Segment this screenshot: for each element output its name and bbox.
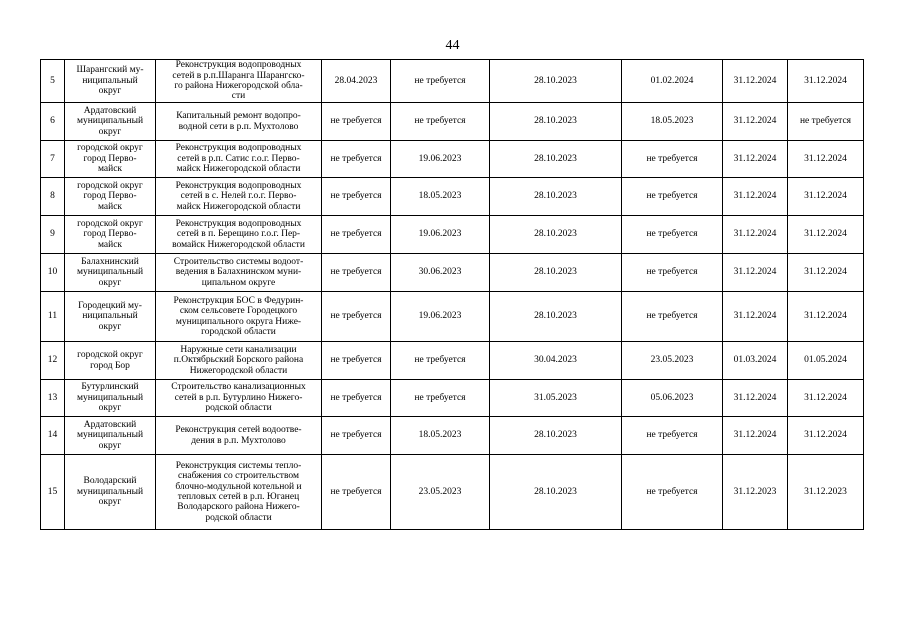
date-cell-3: 31.05.2023 [490,380,622,417]
table-row [41,60,864,103]
municipality-cell: городской округ город Перво- майск [65,178,156,216]
table-row [41,216,864,254]
date-cell-1: не требуется [322,455,391,530]
date-cell-4: не требуется [622,417,723,455]
date-cell-3: 28.10.2023 [490,292,622,342]
date-cell-6: 31.12.2024 [788,141,864,178]
date-cell-6: 31.12.2024 [788,178,864,216]
date-cell-3: 28.10.2023 [490,141,622,178]
date-cell-5: 31.12.2024 [723,141,788,178]
date-cell-6: 31.12.2024 [788,254,864,292]
date-cell-6: 01.05.2024 [788,342,864,380]
table-row [41,141,864,178]
row-number-cell: 14 [41,417,65,455]
date-cell-2: 23.05.2023 [391,455,490,530]
date-cell-5: 31.12.2024 [723,103,788,141]
object-name-cell: Реконструкция сетей водоотве- дения в р.п. Мухтолово [156,417,322,455]
date-cell-1: 28.04.2023 [322,60,391,103]
date-cell-2: 19.06.2023 [391,216,490,254]
date-cell-6: 31.12.2024 [788,417,864,455]
date-cell-2: не требуется [391,103,490,141]
date-cell-1: не требуется [322,141,391,178]
date-cell-5: 31.12.2024 [723,254,788,292]
municipality-cell: городской округ город Бор [65,342,156,380]
table-row [41,342,864,380]
date-cell-5: 31.12.2024 [723,380,788,417]
date-cell-5: 31.12.2024 [723,178,788,216]
municipality-cell: Ардатовский муниципальный округ [65,103,156,141]
municipality-cell: Городецкий му- ниципальный округ [65,292,156,342]
date-cell-3: 28.10.2023 [490,455,622,530]
date-cell-1: не требуется [322,342,391,380]
date-cell-4: 01.02.2024 [622,60,723,103]
date-cell-3: 30.04.2023 [490,342,622,380]
date-cell-2: 18.05.2023 [391,178,490,216]
table-row [41,380,864,417]
date-cell-1: не требуется [322,216,391,254]
row-number-cell: 15 [41,455,65,530]
date-cell-6: 31.12.2024 [788,380,864,417]
date-cell-1: не требуется [322,380,391,417]
date-cell-2: 19.06.2023 [391,141,490,178]
date-cell-1: не требуется [322,254,391,292]
date-cell-3: 28.10.2023 [490,103,622,141]
object-name-cell: Строительство канализационных сетей в р.п. Бутурлино Нижего- родской области [156,380,322,417]
municipality-cell: Балахнинский муниципальный округ [65,254,156,292]
date-cell-5: 31.12.2024 [723,417,788,455]
row-number-cell: 12 [41,342,65,380]
row-number-cell: 6 [41,103,65,141]
date-cell-3: 28.10.2023 [490,178,622,216]
date-cell-2: не требуется [391,60,490,103]
table-row [41,103,864,141]
object-name-cell: Реконструкция водопроводных сетей в с. Нелей г.о.г. Перво- майск Нижегородской области [156,178,322,216]
date-cell-3: 28.10.2023 [490,60,622,103]
date-cell-5: 31.12.2024 [723,60,788,103]
row-number-cell: 9 [41,216,65,254]
table-row [41,178,864,216]
date-cell-6: 31.12.2024 [788,292,864,342]
date-cell-5: 31.12.2024 [723,292,788,342]
page-number: 44 [445,38,460,53]
date-cell-1: не требуется [322,178,391,216]
date-cell-6: 31.12.2023 [788,455,864,530]
table-row [41,455,864,530]
date-cell-5: 31.12.2023 [723,455,788,530]
date-cell-1: не требуется [322,417,391,455]
date-cell-3: 28.10.2023 [490,417,622,455]
schedule-table [40,59,864,530]
object-name-cell: Реконструкция водопроводных сетей в р.п.Шаранга Шарангско- го района Нижегородской обла- сти [156,60,322,103]
date-cell-4: не требуется [622,216,723,254]
object-name-cell: Наружные сети канализации п.Октябрьский Борского района Нижегородской области [156,342,322,380]
date-cell-6: 31.12.2024 [788,216,864,254]
date-cell-4: 18.05.2023 [622,103,723,141]
municipality-cell: Бутурлинский муниципальный округ [65,380,156,417]
date-cell-5: 31.12.2024 [723,216,788,254]
date-cell-4: 23.05.2023 [622,342,723,380]
date-cell-2: не требуется [391,380,490,417]
date-cell-5: 01.03.2024 [723,342,788,380]
date-cell-1: не требуется [322,103,391,141]
row-number-cell: 8 [41,178,65,216]
municipality-cell: Володарский муниципальный округ [65,455,156,530]
date-cell-4: не требуется [622,178,723,216]
date-cell-3: 28.10.2023 [490,254,622,292]
municipality-cell: Ардатовский муниципальный округ [65,417,156,455]
date-cell-4: не требуется [622,455,723,530]
date-cell-3: 28.10.2023 [490,216,622,254]
date-cell-1: не требуется [322,292,391,342]
municipality-cell: Шарангский му- ниципальный округ [65,60,156,103]
object-name-cell: Строительство системы водоот- ведения в Балахнинском муни- ципальном округе [156,254,322,292]
row-number-cell: 11 [41,292,65,342]
date-cell-2: 19.06.2023 [391,292,490,342]
object-name-cell: Реконструкция водопроводных сетей в р.п. Сатис г.о.г. Перво- майск Нижегородской области [156,141,322,178]
municipality-cell: городской округ город Перво- майск [65,141,156,178]
row-number-cell: 7 [41,141,65,178]
object-name-cell: Капитальный ремонт водопро- водной сети в р.п. Мухтолово [156,103,322,141]
date-cell-4: не требуется [622,254,723,292]
row-number-cell: 13 [41,380,65,417]
table-row [41,254,864,292]
date-cell-4: не требуется [622,141,723,178]
municipality-cell: городской округ город Перво- майск [65,216,156,254]
object-name-cell: Реконструкция системы тепло- снабжения со строительством блочно-модульной котельной и тепловых сетей в р.п. Юганец Володарского района Нижего- родской области [156,455,322,530]
row-number-cell: 5 [41,60,65,103]
date-cell-4: 05.06.2023 [622,380,723,417]
date-cell-2: 30.06.2023 [391,254,490,292]
object-name-cell: Реконструкция БОС в Федурин- ском сельсовете Городецкого муниципального округа Ниже- городской области [156,292,322,342]
date-cell-2: не требуется [391,342,490,380]
object-name-cell: Реконструкция водопроводных сетей в п. Берещино г.о.г. Пер- вомайск Нижегородской области [156,216,322,254]
table-row [41,292,864,342]
date-cell-6: не требуется [788,103,864,141]
date-cell-4: не требуется [622,292,723,342]
date-cell-6: 31.12.2024 [788,60,864,103]
date-cell-2: 18.05.2023 [391,417,490,455]
table-row [41,417,864,455]
row-number-cell: 10 [41,254,65,292]
